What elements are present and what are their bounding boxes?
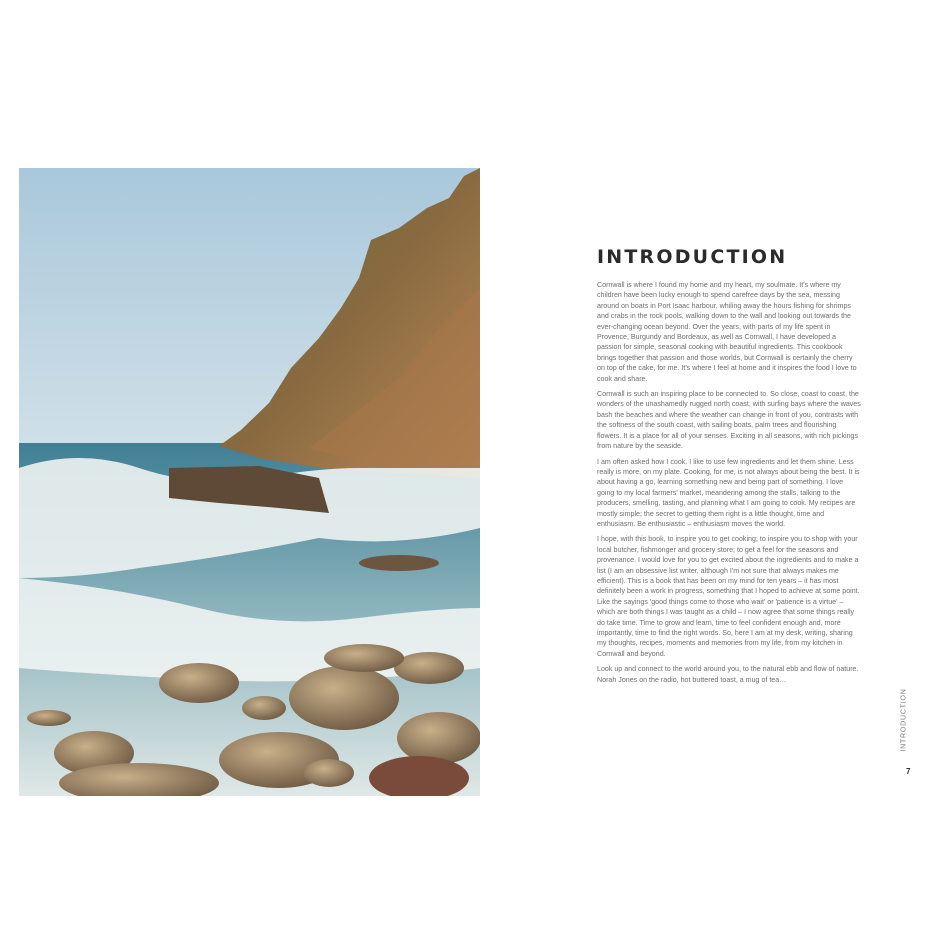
running-head: INTRODUCTION — [900, 688, 908, 752]
page-title: INTRODUCTION — [597, 246, 788, 268]
text-column — [597, 246, 861, 690]
paragraph: Look up and connect to the world around you, to the natural ebb and flow of nature. Norah Jones on the radio, hot buttered toast, a mug of tea… — [597, 665, 859, 684]
coastal-photo — [19, 168, 480, 796]
paragraph: Cornwall is where I found my home and my heart, my soulmate. It's where my children have been lucky enough to spend carefree days by the sea, messing around on boats in Port Isaac harbour, whiling away the hours fishing for shrimps and crabs in the rock pools, walking down to the wall and looking out towards the ever-changing ocean beyond. Over the years, with parts of my life spent in Provence, Burgundy and Bordeaux, as well as Cornwall, I have developed a passion for simple, seasonal cooking with beautiful ingredients. This cookbook brings together that passion and those worlds, but Cornwall is certainly the cherry on top of the cake, for me. It's where I feel at home and it inspires the food I love to cook and share. — [597, 281, 857, 383]
photo-illustration — [19, 168, 480, 796]
paragraph: Cornwall is such an inspiring place to be connected to. So close, coast to coast, the wonders of the unashamedly rugged north coast, with surfing bays where the waves bash the beaches and where the weather can change in front of you, contrasts with the softness of the south coast, with sailing boats, palm trees and flourishing flowers. It is a place for all of your senses. Exciting in all seasons, with rich pickings from nature by the seaside. — [597, 390, 861, 451]
paragraph: I hope, with this book, to inspire you to get cooking; to inspire you to shop with your local butcher, fishmonger and grocery store; to get a feel for the seasons and provenance. I would love for you to get excited about the ingredients and to make a list (I am an obsessive list writer, although I'm not sure that always makes me efficient). This is a book that has been on my mind for ten years – it has most definitely been a work in progress, something that I hoped to achieve at some point. Like the sayings 'good things come to those who wait' or 'patience is a virtue' – which are both things I was taught as a child – I now agree that some things really do take time. Time to grow and learn, time to feel confident enough and, more importantly, time to find the right words. So, here I am at my desk, writing, sharing my thoughts, recipes, moments and memories from my life, from my kitchen in Cornwall and beyond. — [597, 535, 860, 658]
paragraph: I am often asked how I cook. I like to use few ingredients and let them shine. Less really is more, on my plate. Cooking, for me, is not always about being the best. It is about having a go, learning something new and being part of something. I love going to my local farmers' market, meandering among the stalls, talking to the producers, smelling, tasting, and planning what I am going to cook. My recipes are mostly simple; the secret to getting them right is a little thought, time and enthusiasm. Be enthusiastic – enthusiasm moves the world. — [597, 457, 860, 528]
page-number: 7 — [906, 767, 911, 776]
